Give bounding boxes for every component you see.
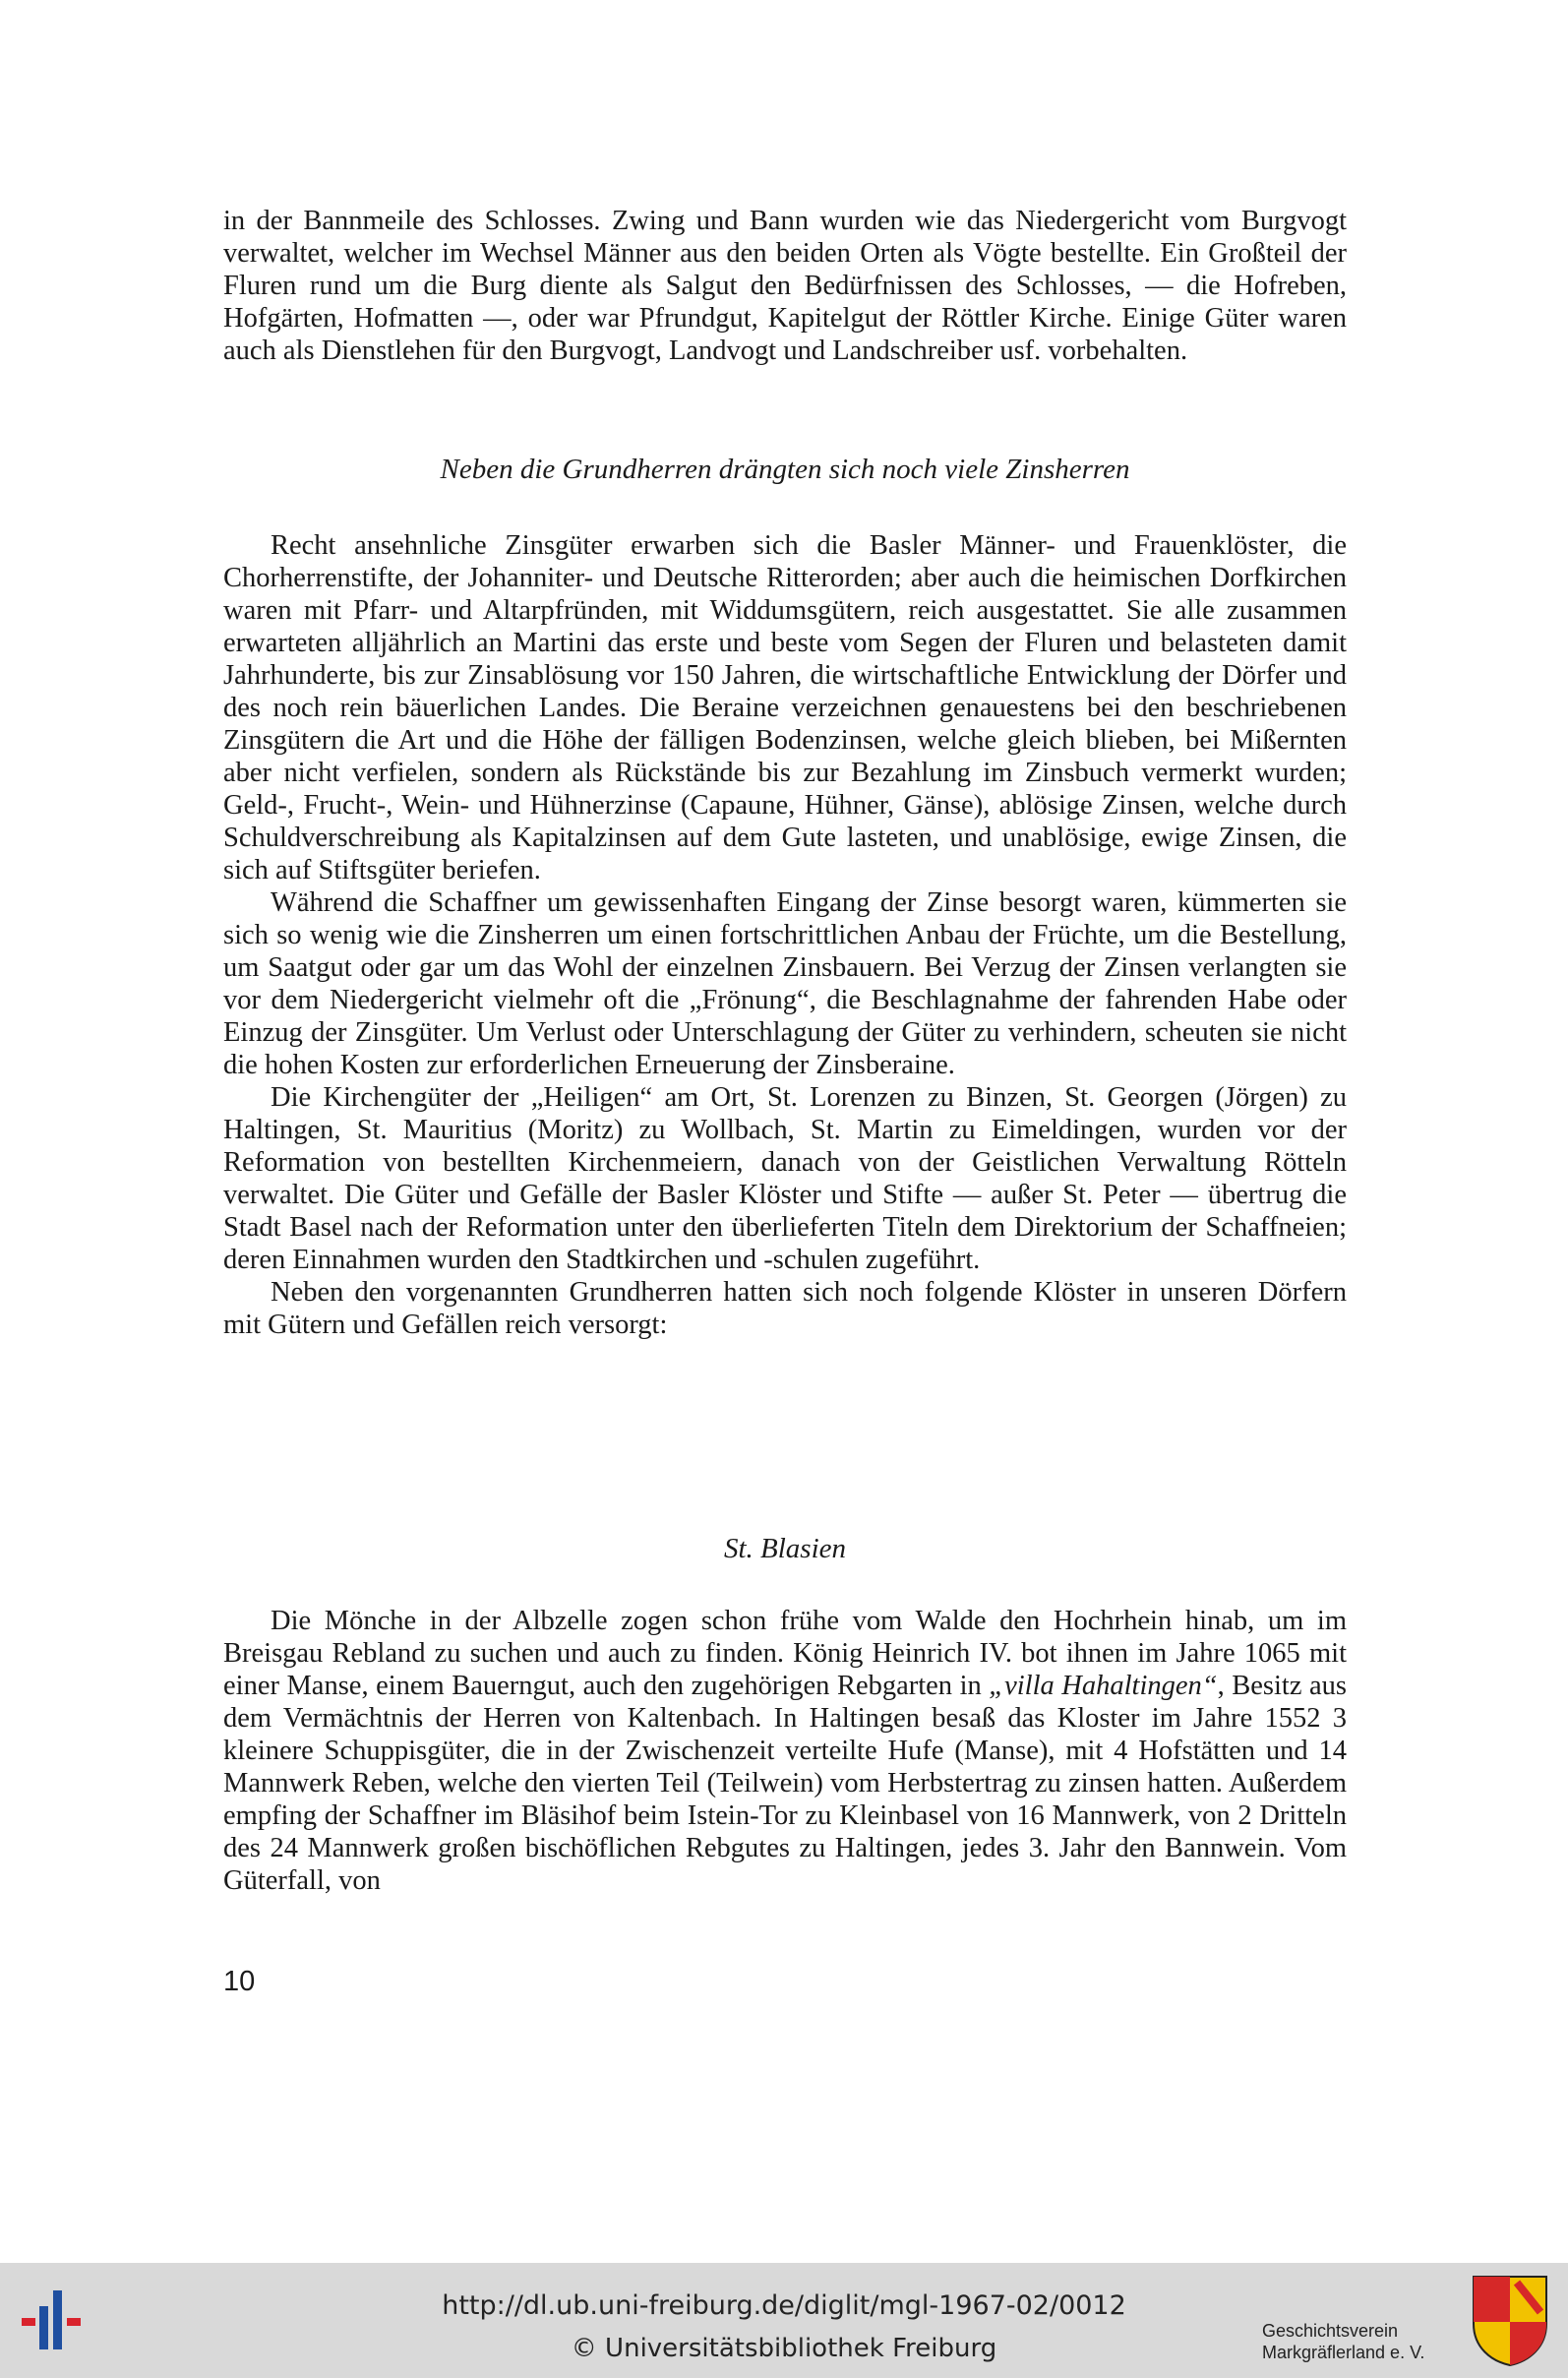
paragraph: Neben den vorgenannten Grundherren hatten sich noch folgende Klöster in unseren Dörfern mit Gütern und Gefällen reich versorgt: bbox=[223, 1277, 1347, 1340]
paragraph: Die Kirchengüter der „Heiligen“ am Ort, St. Lorenzen zu Binzen, St. Georgen (Jörgen) zu Haltingen, St. Mauritius (Moritz) zu Wollbach, St. Martin zu Eimeldingen, wurden vor der Reformation von bestellten Kirchenmeiern, danach von der Geistlichen Verwaltung Rötteln verwaltet. Die Güter und Gefälle der Basler Klöster und Stifte — außer St. Peter — übertrug die Stadt Basel nach der Reformation unter den überlieferten Titeln dem Direktorium der Schaffneien; deren Einnahmen wurden den Stadtkirchen und -schulen zugeführt. bbox=[223, 1082, 1347, 1275]
society-name bbox=[1262, 2320, 1424, 2363]
footer-bar bbox=[0, 2263, 1568, 2378]
paragraph: Während die Schaffner um gewissenhaften Eingang der Zinse besorgt waren, kümmerten sie sich so wenig wie die Zinsherren um einen fortschrittlichen Anbau der Früchte, um die Bestellung, um Saatgut oder gar um das Wohl der einzelnen Zinsbauern. Bei Verzug der Zinsen verlangten sie vor dem Niedergericht vielmehr oft die „Frönung“, die Beschlagnahme der fahrenden Habe oder Einzug der Zinsgüter. Um Verlust oder Unterschlagung der Güter zu verhindern, scheuten sie nicht die hohen Kosten zur erforderlichen Erneuerung der Zinsberaine. bbox=[223, 887, 1347, 1080]
intro-text bbox=[223, 205, 1347, 367]
intro-paragraph: in der Bannmeile des Schlosses. Zwing und Bann wurden wie das Niedergericht vom Burgvogt verwaltet, welcher im Wechsel Männer aus den beiden Orten als Vögte bestellte. Ein Großteil der Fluren rund um die Burg diente als Salgut den Bedürfnissen des Schlosses, — die Hofreben, Hofgärten, Hofmatten —, oder war Pfrundgut, Kapitelgut der Röttler Kirche. Einige Güter waren auch als Dienstlehen für den Burgvogt, Landvogt und Landschreiber usf. vorbehalten. bbox=[223, 206, 1347, 366]
section-heading-zinsherren: Neben die Grundherren drängten sich noch viele Zinsherren bbox=[440, 454, 1130, 485]
society-line-2: Markgräflerland e. V. bbox=[1262, 2343, 1425, 2362]
section-heading-st-blasien: St. Blasien bbox=[723, 1533, 847, 1564]
page-number: 10 bbox=[223, 1966, 256, 1997]
coat-of-arms-icon bbox=[1470, 2273, 1550, 2367]
paragraph: Recht ansehnliche Zinsgüter erwarben sich die Basler Männer- und Frauenklöster, die Chorherrenstifte, der Johanniter- und Deutsche Ritterorden; aber auch die heimischen Dorfkirchen waren mit Pfarr- und Altarpfründen, mit Widdumsgütern, reich ausgestattet. Sie alle zusammen erwarteten alljährlich an Martini das erste und beste vom Segen der Fluren und belasteten damit Jahrhunderte, bis zur Zinsablösung vor 150 Jahren, die wirtschaftliche Entwicklung der Dörfer und des noch rein bäuerlichen Landes. Die Beraine verzeichnen genauestens bei den beschriebenen Zinsgütern die Art und die Höhe der fälligen Bodenzinsen, welche gleich blieben, bei Mißernten aber nicht verfielen, sondern als Rückstände bis zur Bezahlung im Zinsbuch vermerkt wurden; Geld-, Frucht-, Wein- und Hühnerzinse (Capaune, Hühner, Gänse), ablösige Zinsen, welche durch Schuldverschreibung als Kapitalzinsen auf dem Gute lasteten, und unablösige, ewige Zinsen, die sich auf Stiftsgüter beriefen. bbox=[223, 530, 1347, 885]
italic-quote: „villa Hahaltingen“ bbox=[989, 1671, 1218, 1701]
text-run: , Besitz aus dem Vermächtnis der Herren von Kaltenbach. In Haltingen besaß das Kloster im Jahre 1552 3 kleinere Schuppisgüter, die in der Zwischenzeit verteilte Hufe (Manse), mit 4 Hofstätten und 14 Mannwerk Reben, welche den vierten Teil (Teilwein) vom Herbstertrag zu zinsen hatten. Außerdem empfing der Schaffner im Bläsihof beim Istein-Tor zu Kleinbasel von 16 Mannwerk, von 2 Dritteln des 24 Mannwerk großen bischöflichen Rebgutes zu Haltingen, jedes 3. Jahr den Bannwein. Vom Güterfall, von bbox=[223, 1671, 1348, 1896]
section-1-text bbox=[223, 529, 1347, 1341]
society-line-1: Geschichtsverein bbox=[1262, 2321, 1399, 2341]
footer-url-link[interactable]: http://dl.ub.uni-freiburg.de/diglit/mgl-1967-02/0012 bbox=[442, 2290, 1126, 2321]
copyright-text: © Universitätsbibliothek Freiburg bbox=[571, 2334, 997, 2363]
text-run: Die Mönche in der Albzelle zogen schon frühe vom Walde den Hochrhein hinab, um im Breisgau Rebland zu suchen und auch zu finden. König Heinrich IV. bot ihnen im Jahre 1065 mit einer Manse, einem Bauerngut, auch den zugehörigen Rebgarten in bbox=[223, 1606, 1347, 1701]
section-2-text bbox=[223, 1605, 1347, 1897]
paragraph bbox=[223, 1605, 1347, 1897]
